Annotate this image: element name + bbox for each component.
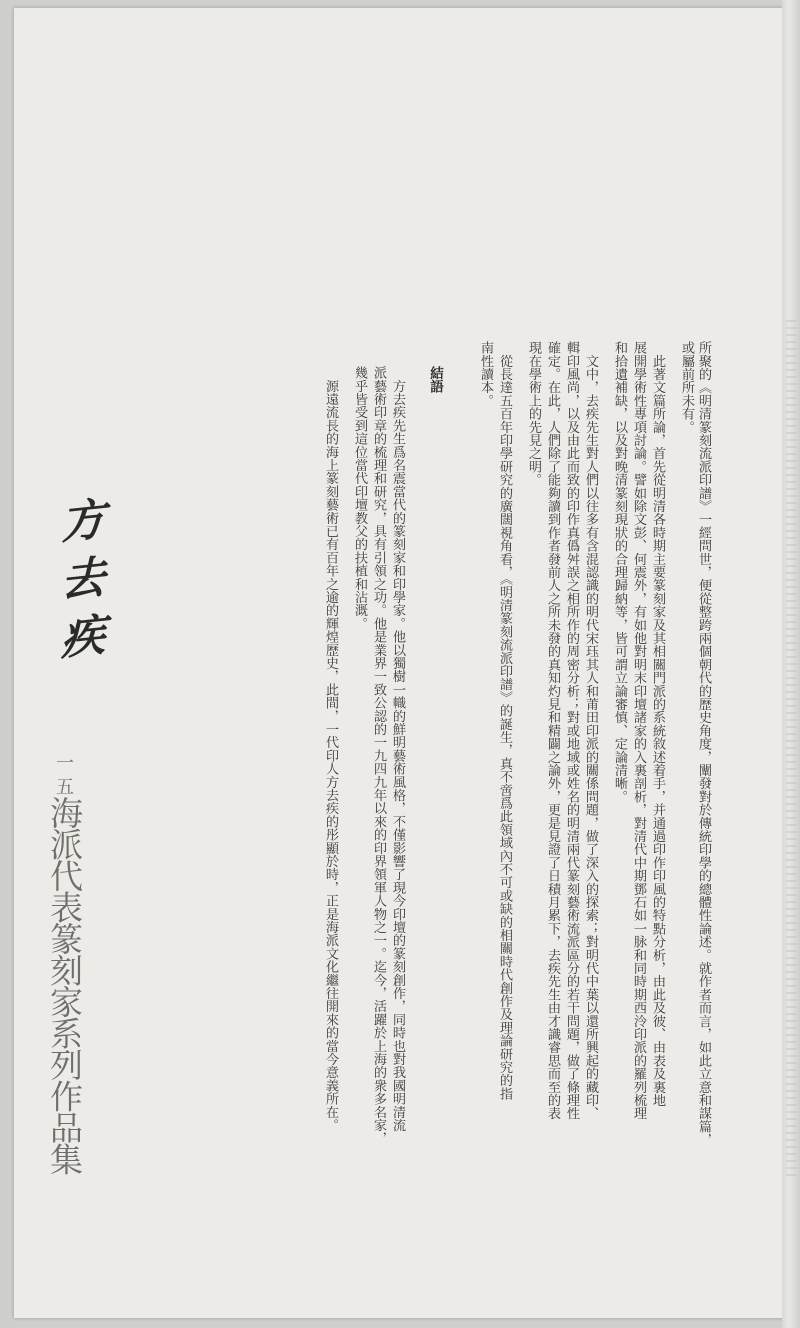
text-column: 現在學術上的先見之明。: [526, 341, 541, 487]
text-column: 此著文篇所論，首先從明清各時期主要篆刻家及其相關門派的系統敘述着手，并通過印作印風的特點分析，由此及彼、由表及裏地: [650, 341, 665, 1107]
text-column: 南性讀本。: [478, 341, 493, 407]
artist-signature: 方去疾: [53, 495, 104, 675]
text-column: 方去疾先生爲名震當代的篆刻家和印學家。他以獨樹一幟的鮮明藝術風格，不僅影響了現今印壇的篆刻創作，同時也對我國明清流: [390, 366, 405, 1132]
text-column: 從長達五百年印學研究的廣闊視角看，《明清篆刻流派印譜》的誕生，真不啻爲此領域內不可或缺的相關時代創作及理論研究的指: [497, 341, 512, 1100]
book-title: 海派代表篆刻家系列作品集: [45, 796, 84, 1174]
text-column: 展開學術性專項討論。譬如除文彭、何震外，有如他對明末印壇諸家的入裏剖析，對清代中期鄧石如一脉和同時期西泠印派的羅列梳理: [631, 341, 646, 1120]
text-column: 源遠流長的海上篆刻藝術已有百年之逾的輝煌歷史，此間，一代印人方去疾的彤顯於時，正是海派文化繼往開來的當今意義所在。: [323, 366, 338, 1132]
text-column: 或屬前所未有。: [679, 341, 694, 434]
text-column: 文中，去疾先生對人們以往多有含混認識的明代宋珏其人和莆田印派的關係問題，做了深入的探索；對明代中葉以還所興起的藏印、: [583, 341, 598, 1120]
page-number: 一五: [53, 753, 74, 801]
show-through-text: [786, 320, 796, 1180]
text-column: 幾乎皆受到這位當代印壇教父的扶植和沾溉。: [352, 366, 367, 630]
book-page: [14, 8, 786, 1318]
facing-page-edge: [782, 0, 800, 1328]
text-column: 所聚的《明清篆刻流派印譜》一經問世，便從整跨兩個朝代的歷史角度，闡發對於傳統印學的總體性論述。就作者而言，如此立意和謀篇，: [696, 341, 711, 1147]
text-column: 派藝術印章的梳理和研究，具有引領之功。他是業界一致公認的一九四九年以來的印界領軍人物之一。迄今，活躍於上海的衆多名家，: [371, 366, 386, 1145]
text-column: 和拾遺補缺，以及對晚清篆刻現狀的合理歸納等，皆可謂立論審慎、定論清晰。: [612, 341, 627, 803]
text-column: 輯印風尚，以及由此而致的印作真僞舛誤之相所作的周密分析；對或地域或姓名的明清兩代篆刻藝術流派區分的若干問題，做了條理性: [564, 341, 579, 1120]
section-heading: 結語: [427, 366, 443, 393]
text-column: 確定。在此，人們除了能夠讀到作者發前人之所未發的真知灼見和精闢之論外，更是見證了日積月累下，去疾先生由才識睿思而至的表: [545, 341, 560, 1120]
